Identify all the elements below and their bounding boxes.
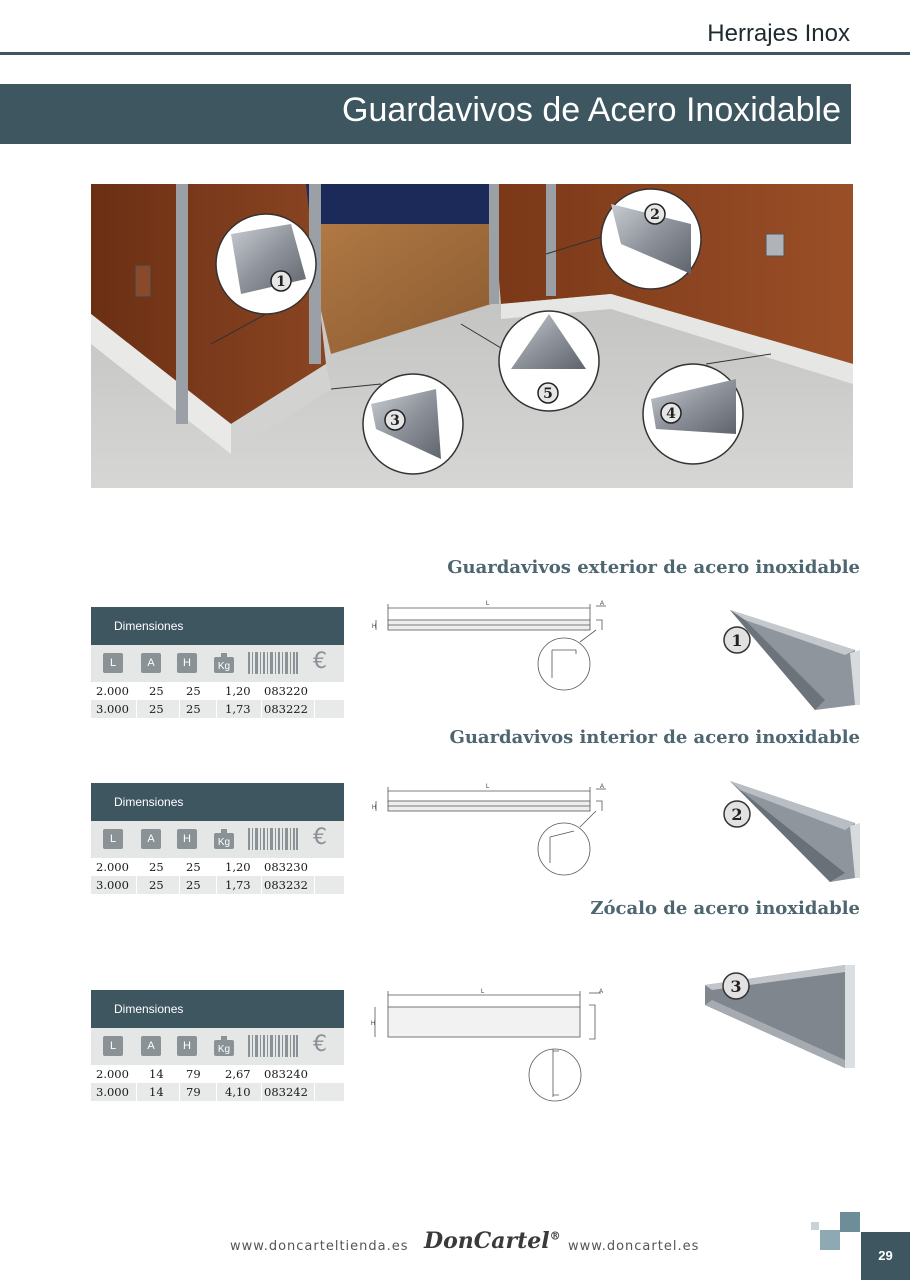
- height-label: H: [372, 805, 377, 811]
- callout-2: [601, 189, 701, 289]
- section-header: Herrajes Inox: [707, 20, 850, 47]
- barcode-icon: [248, 652, 298, 674]
- length-icon: L: [103, 829, 123, 849]
- callout-4: [643, 364, 743, 464]
- length-label: L: [486, 601, 490, 607]
- technical-drawing: [370, 598, 615, 693]
- room-scene-image: [91, 184, 853, 488]
- product-badge: 2: [731, 805, 743, 824]
- room-illustration: [91, 184, 853, 488]
- width-icon: A: [141, 1036, 161, 1056]
- table-row: 2.000 14 79 2,67 083240: [91, 1065, 344, 1083]
- brand-logo: DonCartel®: [424, 1228, 561, 1254]
- technical-drawing: [370, 781, 615, 876]
- footer-link-site[interactable]: www.doncartel.es: [568, 1239, 700, 1254]
- table-row: 2.000 25 25 1,20 083230: [91, 858, 344, 876]
- table-row: 3.000 14 79 4,10 083242: [91, 1083, 344, 1101]
- table-row: 3.000 25 25 1,73 083222: [91, 700, 344, 718]
- callout-1-label: 1: [276, 274, 286, 290]
- technical-drawing: [365, 985, 615, 1105]
- table-row: 2.000 25 25 1,20 083220: [91, 682, 344, 700]
- table-row: 3.000 25 25 1,73 083232: [91, 876, 344, 894]
- width-label: A: [600, 784, 605, 790]
- svg-text:Kg: Kg: [217, 661, 231, 672]
- callout-2-label: 2: [650, 207, 660, 223]
- dimensions-table: [91, 990, 344, 1101]
- length-icon: L: [103, 1036, 123, 1056]
- weight-icon: [213, 1035, 235, 1057]
- callout-3: [363, 374, 463, 474]
- header-rule: [0, 52, 910, 55]
- height-icon: H: [177, 1036, 197, 1056]
- height-icon: H: [177, 829, 197, 849]
- product-render-1: [705, 605, 865, 715]
- weight-icon: [213, 652, 235, 674]
- product-title: Guardavivos interior de acero inoxidable: [449, 727, 860, 748]
- product-badge: 1: [731, 631, 743, 650]
- svg-text:Kg: Kg: [217, 837, 231, 848]
- width-icon: A: [141, 653, 161, 673]
- table-icon-header: [91, 821, 344, 858]
- length-icon: L: [103, 653, 123, 673]
- page-number: 29: [861, 1232, 910, 1280]
- height-icon: H: [177, 653, 197, 673]
- product-title: Guardavivos exterior de acero inoxidable: [447, 557, 860, 578]
- price-icon: €: [313, 649, 327, 674]
- length-label: L: [486, 784, 490, 790]
- decor-square: [811, 1222, 819, 1230]
- callout-4-label: 4: [666, 406, 676, 422]
- callout-1: [216, 214, 316, 314]
- barcode-icon: [248, 828, 298, 850]
- width-label: A: [599, 989, 604, 995]
- price-icon: €: [313, 1032, 327, 1057]
- svg-text:Kg: Kg: [217, 1044, 231, 1055]
- product-badge: 3: [730, 977, 742, 996]
- dimensions-table: [91, 607, 344, 718]
- product-render-2: [705, 778, 865, 888]
- page-title: Guardavivos de Acero Inoxidable: [342, 91, 841, 129]
- decor-square: [840, 1212, 860, 1232]
- width-label: A: [600, 601, 605, 607]
- height-label: H: [372, 624, 377, 630]
- footer-link-shop[interactable]: www.doncarteltienda.es: [230, 1239, 409, 1254]
- callout-5-label: 5: [543, 386, 553, 402]
- length-label: L: [481, 989, 485, 995]
- table-title: Dimensiones: [91, 990, 344, 1028]
- width-icon: A: [141, 829, 161, 849]
- table-title: Dimensiones: [91, 783, 344, 821]
- dimensions-table: [91, 783, 344, 894]
- table-icon-header: [91, 645, 344, 682]
- product-render-3: [700, 960, 865, 1075]
- height-label: H: [371, 1021, 376, 1027]
- price-icon: €: [313, 825, 327, 850]
- title-banner: [0, 84, 851, 144]
- weight-icon: [213, 828, 235, 850]
- table-title: Dimensiones: [91, 607, 344, 645]
- callout-3-label: 3: [390, 413, 400, 429]
- decor-square: [820, 1230, 840, 1250]
- table-icon-header: [91, 1028, 344, 1065]
- product-title: Zócalo de acero inoxidable: [590, 898, 860, 919]
- barcode-icon: [248, 1035, 298, 1057]
